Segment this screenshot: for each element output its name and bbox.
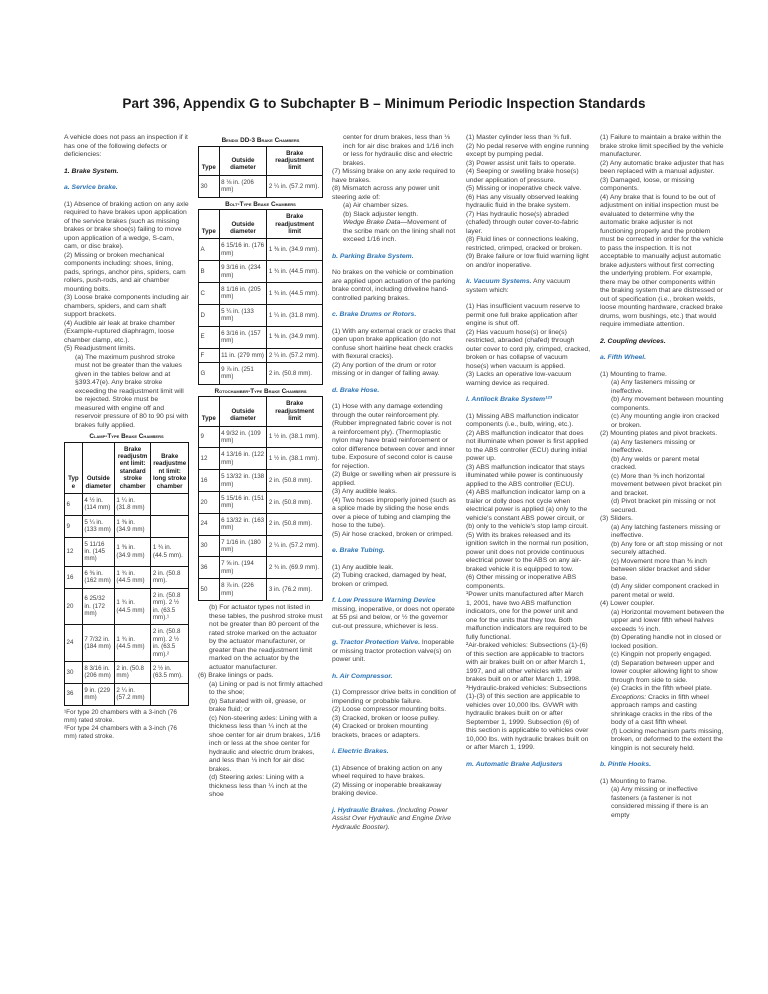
bendix-table-caption: Bendix DD-3 Brake Chambers xyxy=(221,137,300,144)
run-in-heading: f. Low Pressure Warning Device xyxy=(332,597,436,604)
table-row xyxy=(199,326,323,348)
table-cell: A xyxy=(199,239,220,261)
paragraph: (3) Power assist unit fails to operate. xyxy=(466,159,576,167)
paragraph: (2) No pedal reserve with engine running except by pumping pedal. xyxy=(466,142,589,158)
table-cell: 3 in. (76.2 mm). xyxy=(267,579,323,601)
column-header: Type xyxy=(199,210,220,239)
table-cell: 8 ⅛ in. (206 mm) xyxy=(219,175,267,197)
table-header-row xyxy=(199,397,323,426)
table-row xyxy=(65,625,189,662)
document-body xyxy=(64,134,728,840)
sub-paragraph: (a) Any fasteners missing or ineffective. xyxy=(611,438,696,454)
table-header-row xyxy=(65,442,189,493)
paragraph: (1) Compressor drive belts in condition of impending or probable failure. xyxy=(332,689,456,705)
table-cell: 6 3/16 in. (157 mm) xyxy=(219,326,267,348)
sub-paragraph: (d) Pivot bracket pin missing or not secured. xyxy=(611,498,716,514)
table-cell: 2 ¼ in. (57.2 mm). xyxy=(267,535,323,557)
paragraph: (1) Has insufficient vacuum reserve to permit one full brake application after engine is shut off. xyxy=(466,303,580,327)
table-cell: G xyxy=(199,362,220,384)
table-cell: 2 ¼ in. (57.2 mm). xyxy=(267,348,323,362)
table-cell: 6 xyxy=(65,494,83,516)
paragraph: ³Hydraulic-braked vehicles: Subsections (1)-(3) of this section are applicable to vehicles over 10,000 lbs. GVWR with hydraulic brakes built on or after September 1, 1999. Subsection (6) of this section is applicable to vehicles over 10,000 lbs. with hydraulic brakes built on or after March 1, 1999. xyxy=(466,684,589,751)
sub-paragraph: (a) Any fasteners missing or ineffective. xyxy=(611,379,696,395)
clamp-table-caption: Clamp-Type Brake Chambers xyxy=(89,433,164,440)
table-cell: D xyxy=(199,304,220,326)
table-row xyxy=(65,566,189,588)
table-cell: 5 15/16 in. (151 mm) xyxy=(219,491,267,513)
paragraph-text: Cracks in fifth wheel approach ramps and casting shrinkage cracks in the ribs of the body of a cast fifth wheel. xyxy=(611,693,713,726)
paragraph: (2) Bulge or swelling when air pressure is applied. xyxy=(332,471,457,487)
sub-paragraph: (a) Any missing or ineffective fasteners (a fastener is not considered missing if there is an empty xyxy=(611,786,709,819)
subsection-heading: m. Automatic Brake Adjusters xyxy=(466,760,563,768)
paragraph: (7) Missing brake on any axle required to have brakes. xyxy=(332,168,456,184)
sub-paragraph: (e) Cracks in the fifth wheel plate. xyxy=(611,685,712,692)
table-cell: 8 3/16 in. (206 mm) xyxy=(82,661,114,683)
table-cell: 2 in. (50.8 mm). xyxy=(267,470,323,492)
column-header: Outside diameter xyxy=(219,146,267,175)
column-header: Brake readjustment limit: standard stroke chamber xyxy=(114,442,150,493)
run-in-label: Wedge Brake Data— xyxy=(343,219,408,226)
table-cell xyxy=(151,515,189,537)
subsection-heading: d. Brake Hose. xyxy=(332,386,380,394)
column-header: Brake readjustment limit: long stroke chamber xyxy=(151,442,189,493)
table-row xyxy=(65,515,189,537)
table-cell: 36 xyxy=(199,557,220,579)
paragraph: (4) Two hoses improperly joined (such as a splice made by sliding the hose ends over a piece of tubing and clamping the hose to the tube). xyxy=(332,496,456,529)
table-cell: 6 25/32 in. (172 mm) xyxy=(82,588,114,625)
table-cell: 1 ¼ in. (31.8 mm). xyxy=(267,304,323,326)
table-cell: 30 xyxy=(199,535,220,557)
paragraph: No brakes on the vehicle or combination are applied upon actuation of the parking brake control, including driveline hand-controlled parking brakes. xyxy=(332,269,456,302)
paragraph-text: Inoperable or missing tractor protection valve(s) on power unit. xyxy=(332,639,455,663)
table-row xyxy=(199,362,323,384)
paragraph: (5) Missing or inoperative check valve. xyxy=(466,185,582,192)
table-row xyxy=(199,426,323,448)
table-cell: 5 11/16 in. (145 mm) xyxy=(82,537,114,566)
table-header-row xyxy=(199,146,323,175)
table-cell: 7 ⅝ in. (194 mm) xyxy=(219,557,267,579)
paragraph-text: missing, inoperative, or does not operate at 55 psi and below, or ½ the governor cut-out pressure, whichever is less. xyxy=(332,605,455,630)
bendix-table xyxy=(198,146,323,198)
clamp-table xyxy=(64,442,189,706)
table-row xyxy=(65,537,189,566)
paragraph: (2) Missing or inoperable breakaway braking device. xyxy=(332,781,442,797)
column-header: Outside diameter xyxy=(219,397,267,426)
table-cell: 2 ¾ in. (69.9 mm). xyxy=(267,557,323,579)
sub-paragraph: (a) Lining or pad is not firmly attached to the shoe; xyxy=(209,680,323,697)
table-cell: 8 ⅞ in. (226 mm) xyxy=(219,579,267,601)
sub-paragraph: (b) Operating handle not in closed or locked position. xyxy=(611,634,722,650)
sub-paragraph: (a) Any latching fasteners missing or ineffective. xyxy=(611,523,721,539)
table-row xyxy=(199,283,323,305)
roto-table xyxy=(198,396,323,601)
table-footnote: ²For type 24 chambers with a 3-inch (76 mm) rated stroke. xyxy=(64,724,177,740)
sub-paragraph: (c) Kingpin not properly engaged. xyxy=(611,651,712,658)
table-cell: 6 13/32 in. (163 mm) xyxy=(219,513,267,535)
table-cell: 1 ⅜ in. (34.9 mm) xyxy=(114,537,150,566)
table-cell xyxy=(151,494,189,516)
table-row xyxy=(199,470,323,492)
sub-paragraph: (c) Movement more than ⅜ inch between slider bracket and slider base. xyxy=(611,557,711,582)
column-header: Type xyxy=(65,442,83,493)
column-header: Type xyxy=(199,146,220,175)
table-cell: 12 xyxy=(65,537,83,566)
table-cell: 2 in. (50.8 mm). 2 ½ in. (63.5 mm).² xyxy=(151,625,189,662)
paragraph: (1) Missing ABS malfunction indicator components (i.e., bulb, wiring, etc.). xyxy=(466,412,579,428)
paragraph: (5) Air hose cracked, broken or crimped. xyxy=(332,530,453,538)
column-header: Brake readjustment limit xyxy=(267,146,323,175)
column-3 xyxy=(332,134,457,840)
table-cell: 20 xyxy=(65,588,83,625)
subsection-heading: e. Brake Tubing. xyxy=(332,547,385,554)
table-row xyxy=(199,513,323,535)
paragraph: (9) Brake failure or low fluid warning light on and/or inoperative. xyxy=(466,253,589,269)
table-cell: 2 in. (50.8 mm). xyxy=(151,566,189,588)
paragraph: (3) Lacks an operative low-vacuum warning device as required. xyxy=(466,371,572,387)
run-in-heading: k. Vacuum Systems. xyxy=(466,278,532,285)
table-cell: 1 ¾ in. (44.5 mm) xyxy=(114,566,150,588)
table-row xyxy=(199,261,323,283)
table-cell: 7 1/16 in. (180 mm) xyxy=(219,535,267,557)
table-cell: 1 ¾ in. (44.5 mm). xyxy=(267,261,323,283)
column-header: Outside diameter xyxy=(82,442,114,493)
paragraph: (6) Has any visually observed leaking hydraulic fluid in the brake system. xyxy=(466,193,579,209)
paragraph: (3) Loose brake components including air chambers, spiders, and cam shaft support brackets. xyxy=(64,294,189,318)
table-cell: 8 1/16 in. (205 mm) xyxy=(219,283,267,305)
table-cell: 9 3/16 in. (234 mm) xyxy=(219,261,267,283)
table-row xyxy=(199,491,323,513)
paragraph: A vehicle does not pass an inspection if it has one of the following defects or deficiencies: xyxy=(64,134,188,158)
table-cell: 50 xyxy=(199,579,220,601)
sub-paragraph: (a) Horizontal movement between the upper and lower fifth wheel halves exceeds ½ inch. xyxy=(611,608,725,633)
paragraph: (2) Loose compressor mounting bolts. xyxy=(332,706,447,713)
table-cell: 2 in. (50.8 mm). xyxy=(267,491,323,513)
roto-table-caption: Rotochamber-Type Brake Chambers xyxy=(214,387,307,395)
run-in-label: Exceptions: xyxy=(611,693,647,701)
paragraph: (2) Any automatic brake adjuster that has been replaced with a manual adjuster. xyxy=(600,159,724,175)
table-cell: 2 ¼ in. (57.2 mm). xyxy=(267,175,323,197)
paragraph: (4) ABS malfunction indicator lamp on a trailer or dolly does not cycle when electrical power is applied (a) only to the vehicle's constant ABS power circuit, or (b) only to the vehicle's stop lamp circuit. xyxy=(466,489,589,530)
column-header: Outside diameter xyxy=(219,210,267,239)
paragraph: (8) Mismatch across any power unit steering axle of: xyxy=(332,185,440,201)
paragraph: (2) Missing or broken mechanical components including: shoes, lining, pads, springs, anchor pins, spiders, cam rollers, push-rods, and air chamber mounting bolts. xyxy=(64,251,186,293)
column-4 xyxy=(466,134,591,777)
sub-paragraph xyxy=(600,694,725,728)
table-cell: 4 13/16 in. (122 mm) xyxy=(219,448,267,470)
sub-paragraph: (d) Any slider component cracked in parent metal or weld. xyxy=(611,583,720,599)
subsection-heading: h. Air Compressor. xyxy=(332,672,393,680)
sub-paragraph xyxy=(332,219,457,245)
paragraph: (3) ABS malfunction indicator that stays illuminated while power is continuously applied to the ABS controller (ECU). xyxy=(466,463,585,488)
table-cell: B xyxy=(199,261,220,283)
paragraph: (7) Has hydraulic hose(s) abraded (chafed) through outer cover-to-fabric layer. xyxy=(466,210,579,235)
table-row xyxy=(65,588,189,625)
paragraph: (1) With any external crack or cracks that open upon brake application (do not confuse short hairline heat check cracks with flexural cracks). xyxy=(332,327,456,360)
table-cell: 9 in. (229 mm) xyxy=(82,683,114,705)
paragraph: (4) Cracked or broken mounting brackets, braces or adapters. xyxy=(332,723,428,739)
table-cell: 1 ½ in. (38.1 mm). xyxy=(267,448,323,470)
table-row xyxy=(199,239,323,261)
paragraph: (8) Fluid lines or connections leaking, restricted, crimped, cracked or broken. xyxy=(466,236,582,252)
sub-paragraph: (d) Separation between upper and lower coupler allowing light to show through from side to side. xyxy=(611,659,718,684)
paragraph: (2) ABS malfunction indicator that does not illuminate when power is first applied to the ABS controller (ECU) during initial power up. xyxy=(466,429,589,462)
paragraph: (3) Sliders. xyxy=(600,515,633,522)
table-cell: 30 xyxy=(65,661,83,683)
table-cell: 24 xyxy=(199,513,220,535)
sub-paragraph: (a) The maximum pushrod stroke must not be greater than the values given in the tables below and at §393.47(e). Any brake stroke exceeding the readjustment limit will be rejected. Stroke must be measured with engine off and reservoir pressure of 80 to 90 psi with brakes fully applied. xyxy=(75,353,189,429)
table-cell: E xyxy=(199,326,220,348)
table-cell: F xyxy=(199,348,220,362)
table-cell: C xyxy=(199,283,220,305)
paragraph: (3) Any audible leaks. xyxy=(332,488,397,495)
paragraph: (1) Absence of braking action on any axle required to have brakes upon application of the service brakes (such as missing brakes or brake shoe(s) failing to move upon application of a wedge, S-cam, cam, or disc brake). xyxy=(64,200,189,250)
sub-paragraph: (b) Any welds or parent metal cracked. xyxy=(611,455,700,471)
table-cell: 4 ½ in. (114 mm) xyxy=(82,494,114,516)
table-cell: 2 in. (50.8 mm) xyxy=(114,661,150,683)
table-cell: 5 13/32 in. (138 mm) xyxy=(219,470,267,492)
paragraph-text: (Including Power Assist Over Hydraulic and Engine Drive Hydraulic Booster). xyxy=(332,806,451,831)
table-cell: 2 in. (50.8 mm). 2 ½ in. (63.5 mm).¹ xyxy=(151,588,189,625)
column-header: Brake readjustment limit xyxy=(267,397,323,426)
run-in-heading: j. Hydraulic Brakes. xyxy=(332,806,396,814)
table-cell xyxy=(151,683,189,705)
table-header-row xyxy=(199,210,323,239)
table-cell: 1 ¾ in. (44.5 mm). xyxy=(267,283,323,305)
table-row xyxy=(199,304,323,326)
paragraph: (2) Tubing cracked, damaged by heat, broken or crimped. xyxy=(332,572,447,588)
table-footnote: ¹For type 20 chambers with a 3-inch (76 mm) rated stroke. xyxy=(64,708,177,724)
table-cell: 4 9/32 in. (109 mm) xyxy=(219,426,267,448)
table-row xyxy=(199,557,323,579)
paragraph-text: Any vacuum system which: xyxy=(466,278,571,294)
subsection-heading-paragraph xyxy=(332,639,457,665)
paragraph-text: Movement of the scribe mark on the lining shall not exceed 1/16 inch. xyxy=(343,219,456,243)
sub-paragraph: (b) Saturated with oil, grease, or brake fluid; or xyxy=(209,697,306,714)
table-cell: 11 in. (279 mm) xyxy=(219,348,267,362)
section-heading: 1. Brake System. xyxy=(64,167,119,175)
table-cell: 2 in. (50.8 mm). xyxy=(267,513,323,535)
sub-paragraph: (c) Any mounting angle iron cracked or broken. xyxy=(611,413,720,429)
sub-paragraph: (c) Non-steering axles: Lining with a thickness less than ¼ inch at the shoe center for air drum brakes, 1/16 inch or less at the shoe center for hydraulic and electric drum brakes, and less than ⅛ inch for air disc brakes. xyxy=(209,714,321,773)
paragraph: (1) Failure to maintain a brake within the brake stroke limit specified by the vehicle manufacturer. xyxy=(600,134,724,158)
paragraph: (2) Any portion of the drum or rotor missing or in danger of falling away. xyxy=(332,361,440,377)
sub-paragraph: (b) Any fore or aft stop missing or not securely attached. xyxy=(611,540,723,556)
table-cell: 1 ½ in. (38.1 mm). xyxy=(267,426,323,448)
subsection-heading: c. Brake Drums or Rotors. xyxy=(332,311,417,318)
section-heading: 2. Coupling devices. xyxy=(600,337,666,345)
paragraph: (1) Mounting to frame. xyxy=(600,370,667,378)
sub-paragraph: (b) For actuator types not listed in these tables, the pushrod stroke must not be greater than 80 percent of the rated stroke marked on the actuator by the actuator manufacturer, or greater than the readjustment limit marked on the actuator by the actuator manufacturer. xyxy=(209,604,323,671)
column-header: Brake readjustment limit xyxy=(267,210,323,239)
table-cell: 1 ¾ in. (44.5 mm). xyxy=(151,537,189,566)
paragraph: (1) Mounting to frame. xyxy=(600,777,667,785)
table-cell: 2 ¼ in. (57.2 mm) xyxy=(114,683,150,705)
sub-paragraph: center for drum brakes, less than ⅛ inch for air disc brakes and 1/16 inch or less for hydraulic disc and electric brakes. xyxy=(343,134,454,167)
table-cell: 7 7/32 in. (184 mm) xyxy=(82,625,114,662)
table-row xyxy=(65,683,189,705)
sub-paragraph: (d) Steering axles: Lining with a thickness less than ¼ inch at the shoe xyxy=(209,774,308,799)
paragraph: (1) Any audible leak. xyxy=(332,563,394,571)
run-in-heading: g. Tractor Protection Valve. xyxy=(332,639,421,646)
sub-paragraph: (f) Locking mechanism parts missing, broken, or deformed to the extent the kingpin is not securely held. xyxy=(611,727,724,752)
table-row xyxy=(199,175,323,197)
table-cell: 20 xyxy=(199,491,220,513)
subsection-heading: l. Antilock Brake System¹²³ xyxy=(466,396,552,403)
column-header: Type xyxy=(199,397,220,426)
paragraph: (4) Any brake that is found to be out of adjustment on initial inspection must be evaluated to determine why the automatic brake adjuster is not functioning properly and the problem must be corrected in order for the vehicle to pass the inspection. It is not acceptable to manually adjust automatic brake adjusters without first correcting the underlying problem. For example, there may be other components within the braking system that are distressed or out of specification (i.e., broken welds, loose mounting hardware, cracked brake drums, worn bushings, etc.) that would require immediate attention. xyxy=(600,193,724,328)
table-cell: 36 xyxy=(65,683,83,705)
table-cell: 5 ¼ in. (133 mm) xyxy=(82,515,114,537)
subsection-heading-paragraph xyxy=(332,597,457,631)
bolt-table-caption: Bolt-Type Brake Chambers xyxy=(225,200,296,208)
paragraph: (5) With its brakes released and its ignition switch in the normal run position, power unit does not provide continuous electrical power to the ABS on any air-braked vehicle it is equipped to tow. xyxy=(466,531,589,573)
subsection-heading: b. Pintle Hooks. xyxy=(600,761,651,768)
table-cell: 5 ¼ in. (133 mm) xyxy=(219,304,267,326)
paragraph: (2) Mounting plates and pivot brackets. xyxy=(600,430,718,437)
subsection-heading-paragraph xyxy=(466,278,591,295)
subsection-heading-paragraph xyxy=(332,807,457,833)
table-cell: 1 ¾ in. (44.5 mm) xyxy=(114,588,150,625)
sub-paragraph: (b) Any movement between mounting components. xyxy=(611,396,724,412)
table-row xyxy=(199,448,323,470)
table-row xyxy=(199,535,323,557)
column-5 xyxy=(600,134,725,820)
table-cell: 1 ¼ in. (31.8 mm) xyxy=(114,494,150,516)
paragraph: (4) Audible air leak at brake chamber (Example-ruptured diaphragm, loose chamber clamp, etc.). xyxy=(64,319,176,344)
table-row xyxy=(65,661,189,683)
sub-paragraph: (c) More than ⅜ inch horizontal movement between pivot bracket pin and bracket. xyxy=(611,472,722,497)
paragraph: (6) Other missing or inoperative ABS components. xyxy=(466,574,577,590)
subsection-heading: b. Parking Brake System. xyxy=(332,252,414,260)
table-cell: 12 xyxy=(199,448,220,470)
paragraph: ²Air-braked vehicles: Subsections (1)-(6) of this section are applicable to tractors with air brakes built on or after March 1, 1997, and all other vehicles with air brakes built on or after March 1, 1998. xyxy=(466,642,588,683)
table-cell: 2 ½ in. (63.5 mm). xyxy=(151,661,189,683)
sub-paragraph: (a) Air chamber sizes. xyxy=(343,202,409,209)
table-cell: 16 xyxy=(199,470,220,492)
paragraph: (6) Brake linings or pads. xyxy=(198,672,274,680)
table-cell: 1 ⅜ in. (34.9 mm) xyxy=(114,515,150,537)
paragraph: (5) Readjustment limits. xyxy=(64,345,136,352)
bolt-table xyxy=(198,209,323,385)
subsection-heading: a. Fifth Wheel. xyxy=(600,354,647,361)
table-row xyxy=(199,579,323,601)
table-row xyxy=(65,494,189,516)
table-cell: 1 ⅜ in. (34.9 mm). xyxy=(267,326,323,348)
page-title: Part 396, Appendix G to Subchapter B – Minimum Periodic Inspection Standards xyxy=(122,96,646,111)
paragraph: (1) Absence of braking action on any wheel required to have brakes. xyxy=(332,764,443,780)
table-cell: 9 xyxy=(65,515,83,537)
subsection-heading: i. Electric Brakes. xyxy=(332,748,389,755)
column-2 xyxy=(198,134,323,800)
table-cell: 16 xyxy=(65,566,83,588)
table-cell: 30 xyxy=(199,175,220,197)
table-row xyxy=(199,348,323,362)
paragraph: ¹Power units manufactured after March 1, 2001, have two ABS malfunction indicators, one for the power unit and one for the units that they tow. Both malfunction indicators are required to be fully functional. xyxy=(466,591,588,641)
table-cell: 6 ⅜ in. (162 mm) xyxy=(82,566,114,588)
column-1 xyxy=(64,134,189,741)
paragraph: (3) Cracked, broken or loose pulley. xyxy=(332,714,440,722)
subsection-heading: a. Service brake. xyxy=(64,184,118,191)
table-cell: 9 xyxy=(199,426,220,448)
paragraph: (2) Has vacuum hose(s) or line(s) restricted, abraded (chafed) through outer cover to cord ply, crimped, cracked, broken or has collapse of vacuum hose(s) when vacuum is applied. xyxy=(466,328,591,370)
table-cell: 6 15/16 in. (176 mm) xyxy=(219,239,267,261)
sub-paragraph: (b) Slack adjuster length. xyxy=(343,210,419,218)
paragraph: (4) Lower coupler. xyxy=(600,600,655,607)
table-cell: 1 ⅜ in. (34.9 mm). xyxy=(267,239,323,261)
table-cell: 1 ¾ in. (44.5 mm) xyxy=(114,625,150,662)
paragraph: (1) Master cylinder less than ¾ full. xyxy=(466,134,572,141)
paragraph: (4) Seeping or swelling brake hose(s) under application of pressure. xyxy=(466,168,579,184)
table-cell: 9 ⅞ in. (251 mm) xyxy=(219,362,267,384)
paragraph: (1) Hose with any damage extending through the outer reinforcement ply. (Rubber impregnated fabric cover is not a reinforcement ply). (Thermoplastic nylon may have braid reinforcement or color difference between cover and inner tube. Exposure of second color is cause for rejection. xyxy=(332,403,455,470)
table-cell: 24 xyxy=(65,625,83,662)
paragraph: (3) Damaged, loose, or missing components. xyxy=(600,176,695,192)
table-cell: 2 in. (50.8 mm). xyxy=(267,362,323,384)
